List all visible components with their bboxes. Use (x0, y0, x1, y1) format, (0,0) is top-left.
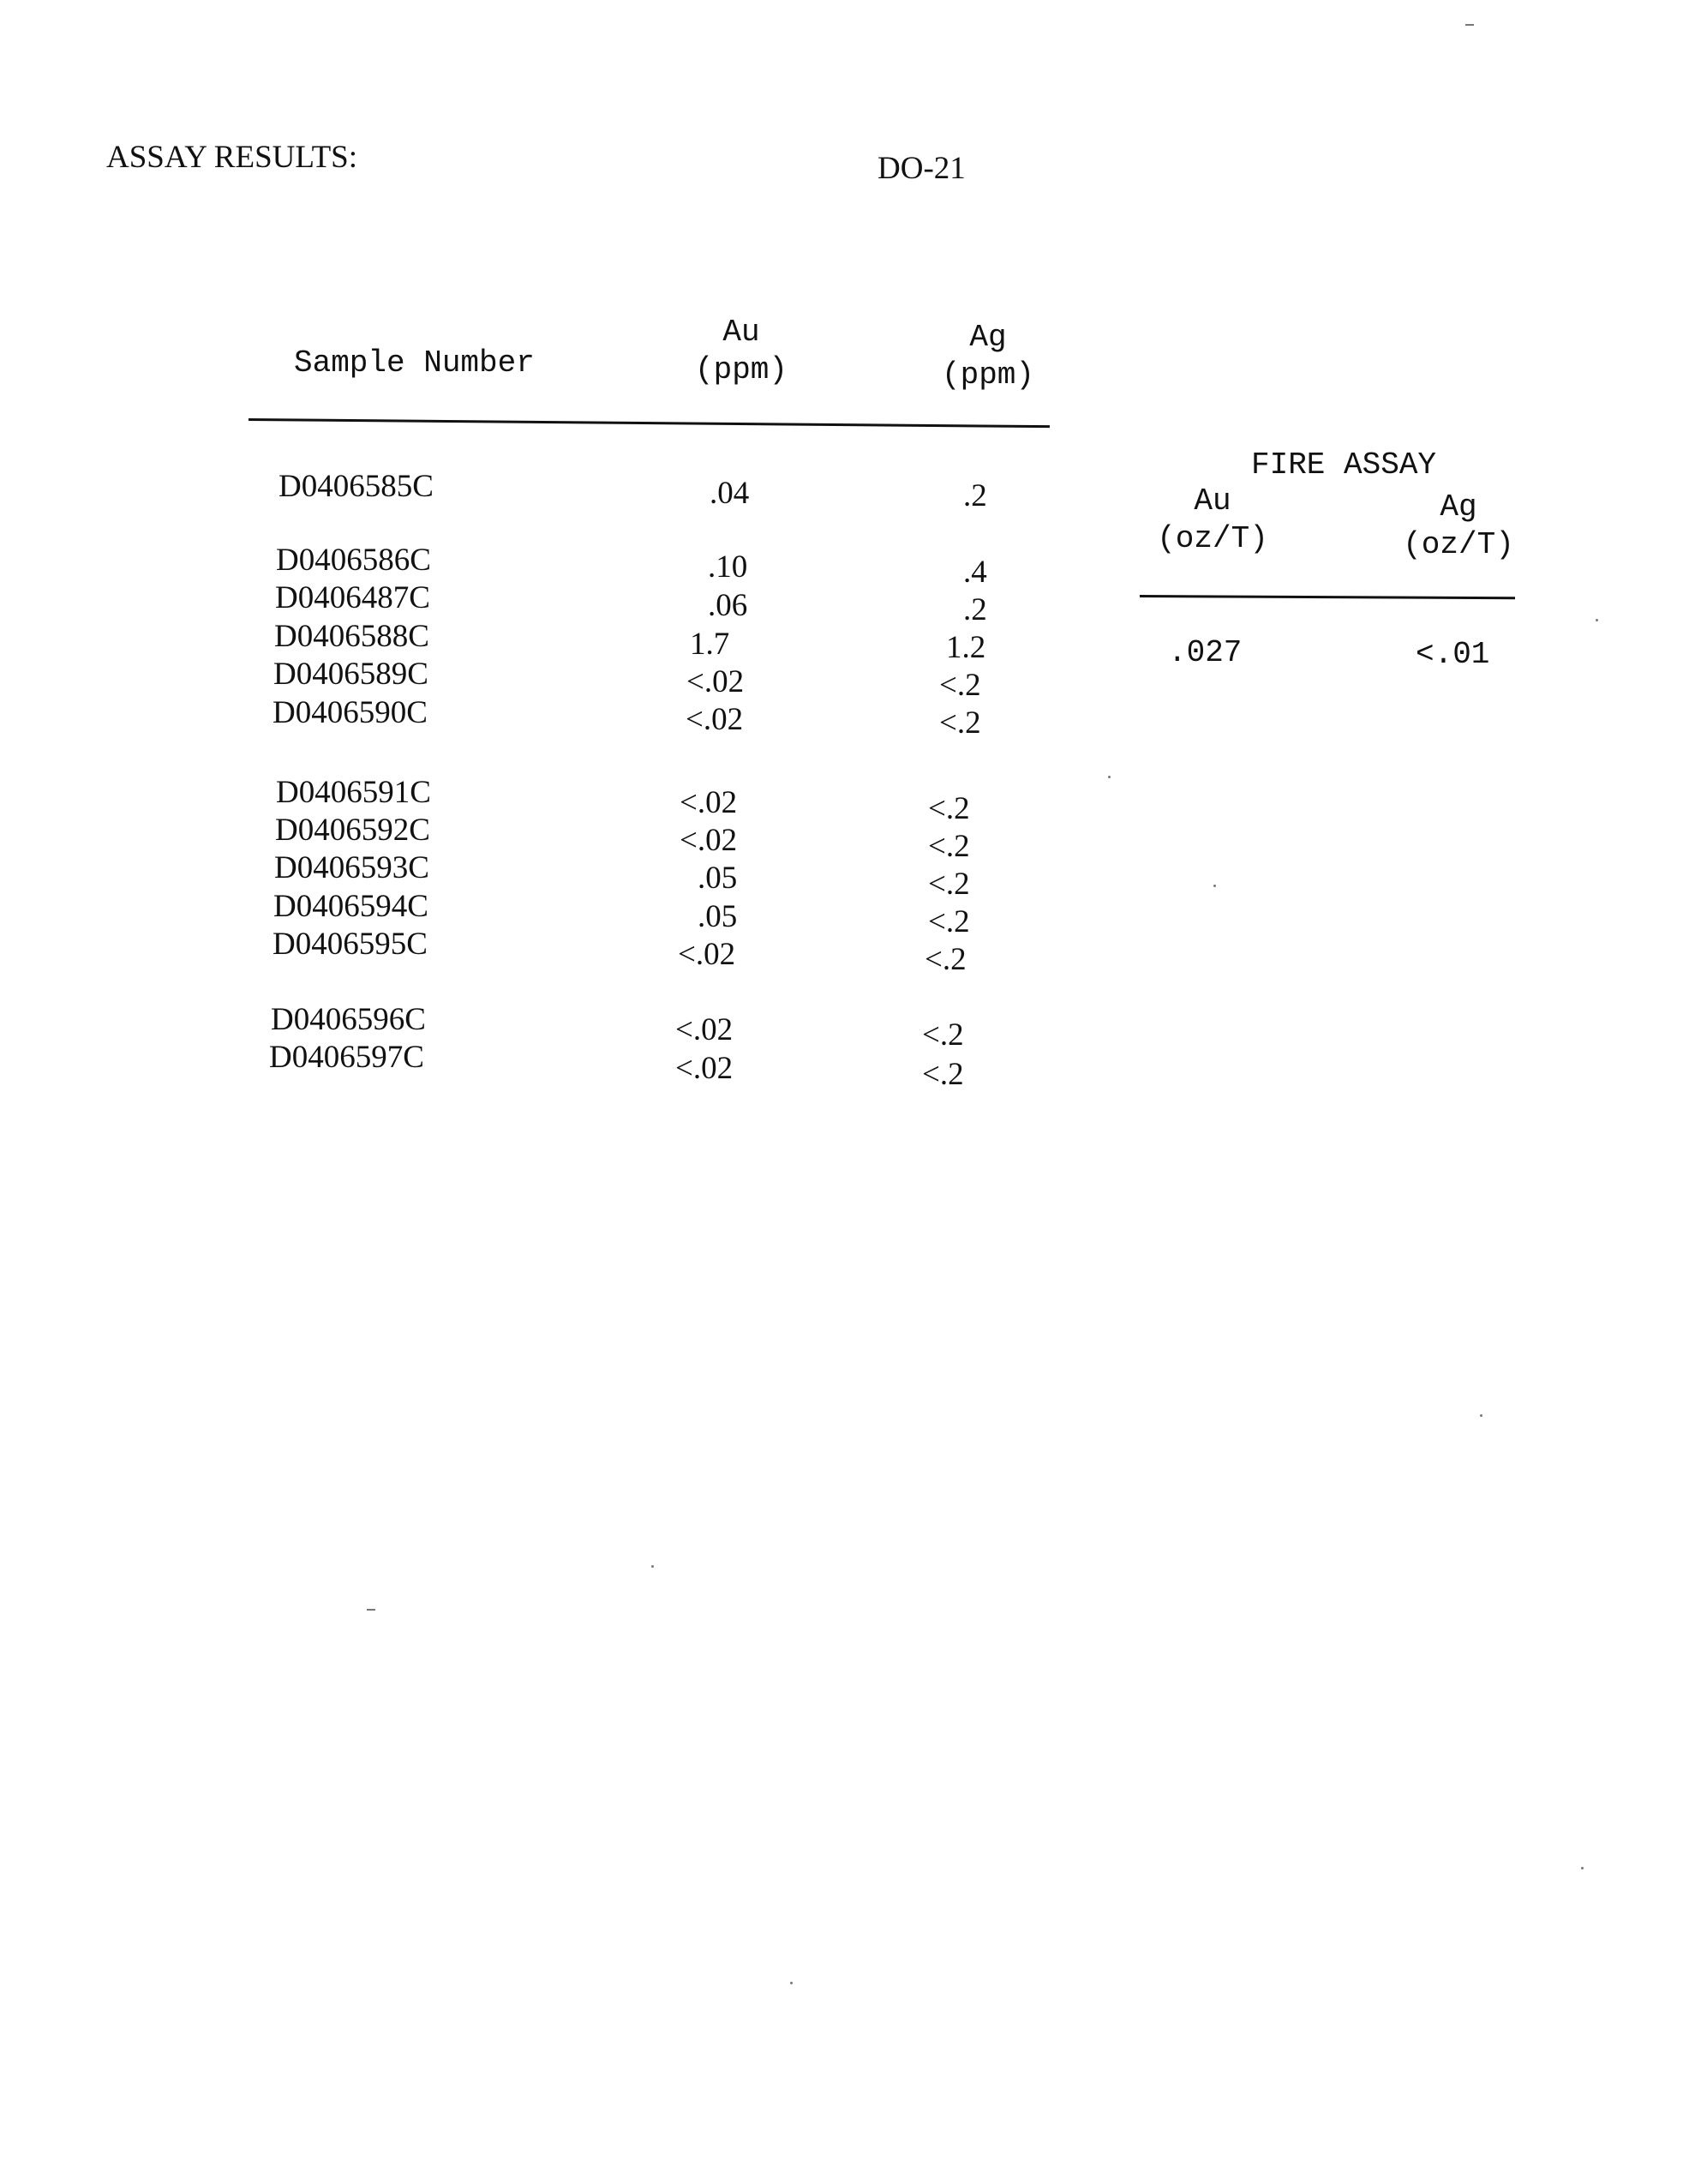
sample-number-cell: D0406590C (273, 695, 428, 730)
column-header-au-element: Au (722, 315, 760, 350)
column-header-ag-element: Ag (969, 320, 1007, 355)
ag-ppm-cell: <.2 (922, 1017, 964, 1053)
fire-assay-ag-unit: (oz/T) (1403, 527, 1514, 562)
ag-ppm-cell: .2 (963, 592, 987, 627)
scan-speck (1465, 24, 1474, 26)
ag-ppm-cell: <.2 (939, 705, 981, 741)
ag-ppm-cell: <.2 (939, 668, 981, 703)
fire-assay-header-rule (1140, 595, 1515, 599)
ag-ppm-cell: <.2 (928, 829, 970, 864)
sample-number-cell: D0406597C (269, 1040, 424, 1075)
au-ppm-cell: .05 (698, 899, 738, 934)
au-ppm-cell: <.02 (678, 937, 736, 972)
ag-ppm-cell: <.2 (928, 791, 970, 826)
fire-assay-au-element: Au (1194, 483, 1231, 519)
scan-speck (1596, 619, 1598, 621)
au-ppm-cell: <.02 (675, 1051, 734, 1086)
scan-speck (1213, 885, 1216, 887)
au-ppm-cell: .05 (698, 861, 738, 896)
au-ppm-cell: 1.7 (690, 627, 730, 662)
au-ppm-cell: <.02 (680, 823, 738, 858)
ag-ppm-cell: <.2 (928, 904, 970, 939)
ag-ppm-cell: 1.2 (946, 630, 986, 665)
sample-number-cell: D0406487C (275, 580, 430, 615)
column-header-ag-unit: (ppm) (941, 357, 1035, 393)
ag-ppm-cell: .2 (963, 478, 987, 513)
sample-number-cell: D0406595C (273, 927, 428, 962)
sample-number-cell: D0406592C (275, 813, 430, 848)
scan-speck (367, 1609, 375, 1611)
column-header-sample-number: Sample Number (294, 345, 535, 381)
page-title: ASSAY RESULTS: (106, 140, 358, 175)
table-header-rule (249, 418, 1050, 428)
scan-speck (651, 1565, 654, 1568)
fire-assay-au-unit: (oz/T) (1157, 521, 1268, 556)
document-id: DO-21 (877, 151, 966, 186)
au-ppm-cell: .04 (710, 476, 750, 511)
sample-number-cell: D0406589C (273, 657, 428, 692)
au-ppm-cell: .10 (708, 549, 748, 585)
au-ppm-cell: <.02 (686, 664, 745, 699)
au-ppm-cell: <.02 (680, 785, 738, 820)
scan-speck (790, 1982, 793, 1984)
au-ppm-cell: <.02 (675, 1012, 734, 1047)
au-ppm-cell: <.02 (686, 702, 744, 737)
fire-assay-au-value: .027 (1168, 635, 1243, 670)
ag-ppm-cell: <.2 (925, 942, 967, 977)
column-header-au-unit: (ppm) (694, 352, 788, 387)
ag-ppm-cell: <.2 (922, 1057, 964, 1092)
ag-ppm-cell: <.2 (928, 867, 970, 902)
scan-speck (1480, 1414, 1482, 1417)
fire-assay-au-header (1148, 483, 1277, 558)
scan-speck (1108, 776, 1111, 778)
sample-number-cell: D0406596C (271, 1002, 426, 1037)
ag-ppm-cell: .4 (963, 555, 987, 590)
au-ppm-cell: .06 (708, 588, 748, 623)
fire-assay-ag-element: Ag (1440, 489, 1477, 525)
sample-number-cell: D0406591C (276, 775, 431, 810)
column-header-au-ppm (677, 314, 806, 389)
column-header-ag-ppm (924, 319, 1052, 394)
fire-assay-ag-value: <.01 (1416, 637, 1490, 672)
sample-number-cell: D0406593C (274, 850, 429, 885)
sample-number-cell: D0406594C (273, 889, 428, 924)
fire-assay-ag-header (1394, 489, 1523, 564)
sample-number-cell: D0406588C (274, 619, 429, 654)
sample-number-cell: D0406586C (276, 543, 431, 578)
scan-speck (1581, 1867, 1584, 1869)
fire-assay-title: FIRE ASSAY (1251, 447, 1437, 483)
sample-number-cell: D0406585C (279, 469, 434, 504)
